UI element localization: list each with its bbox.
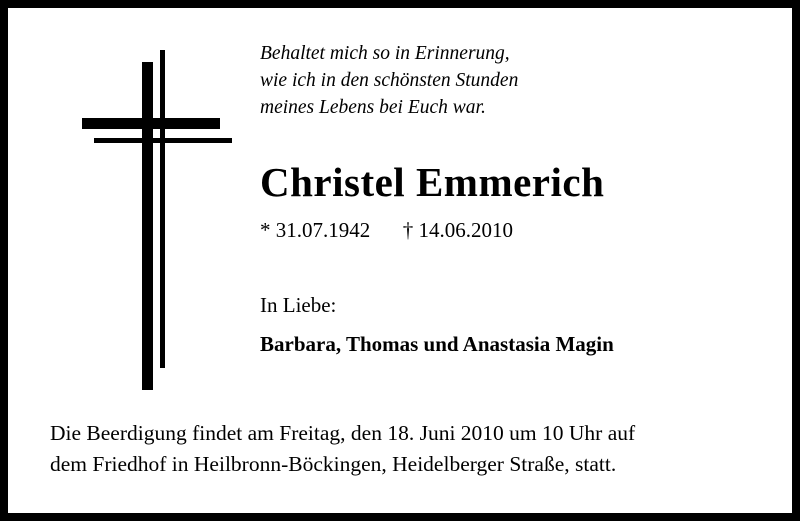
death-date: † 14.06.2010: [402, 218, 513, 243]
cross-horizontal-bar-thin: [94, 138, 232, 143]
survivors-label: In Liebe:: [260, 293, 337, 318]
obituary-text-block: [260, 40, 768, 357]
life-dates: [260, 218, 768, 243]
funeral-notice-line-1: Die Beerdigung findet am Freitag, den 18. Juni 2010 um 10 Uhr auf: [50, 421, 636, 445]
obituary-card: [8, 8, 792, 513]
survivors-names: Barbara, Thomas und Anastasia Magin: [260, 332, 614, 357]
cross-vertical-bar-thick: [142, 62, 153, 390]
birth-date: * 31.07.1942: [260, 218, 371, 243]
cross-vertical-bar-thin: [160, 50, 165, 368]
christian-cross-icon: [68, 50, 238, 390]
funeral-notice-line-2: dem Friedhof in Heilbronn-Böckingen, Heidelberger Straße, statt.: [50, 452, 617, 476]
funeral-notice: [50, 418, 762, 480]
memorial-verse-line-3: meines Lebens bei Euch war.: [260, 97, 486, 118]
memorial-verse-line-2: wie ich in den schönsten Stunden: [260, 70, 519, 91]
deceased-name: Christel Emmerich: [260, 159, 605, 205]
cross-horizontal-bar-thick: [82, 118, 220, 129]
memorial-verse-line-1: Behaltet mich so in Erinnerung,: [260, 43, 510, 64]
memorial-verse: [260, 40, 768, 121]
